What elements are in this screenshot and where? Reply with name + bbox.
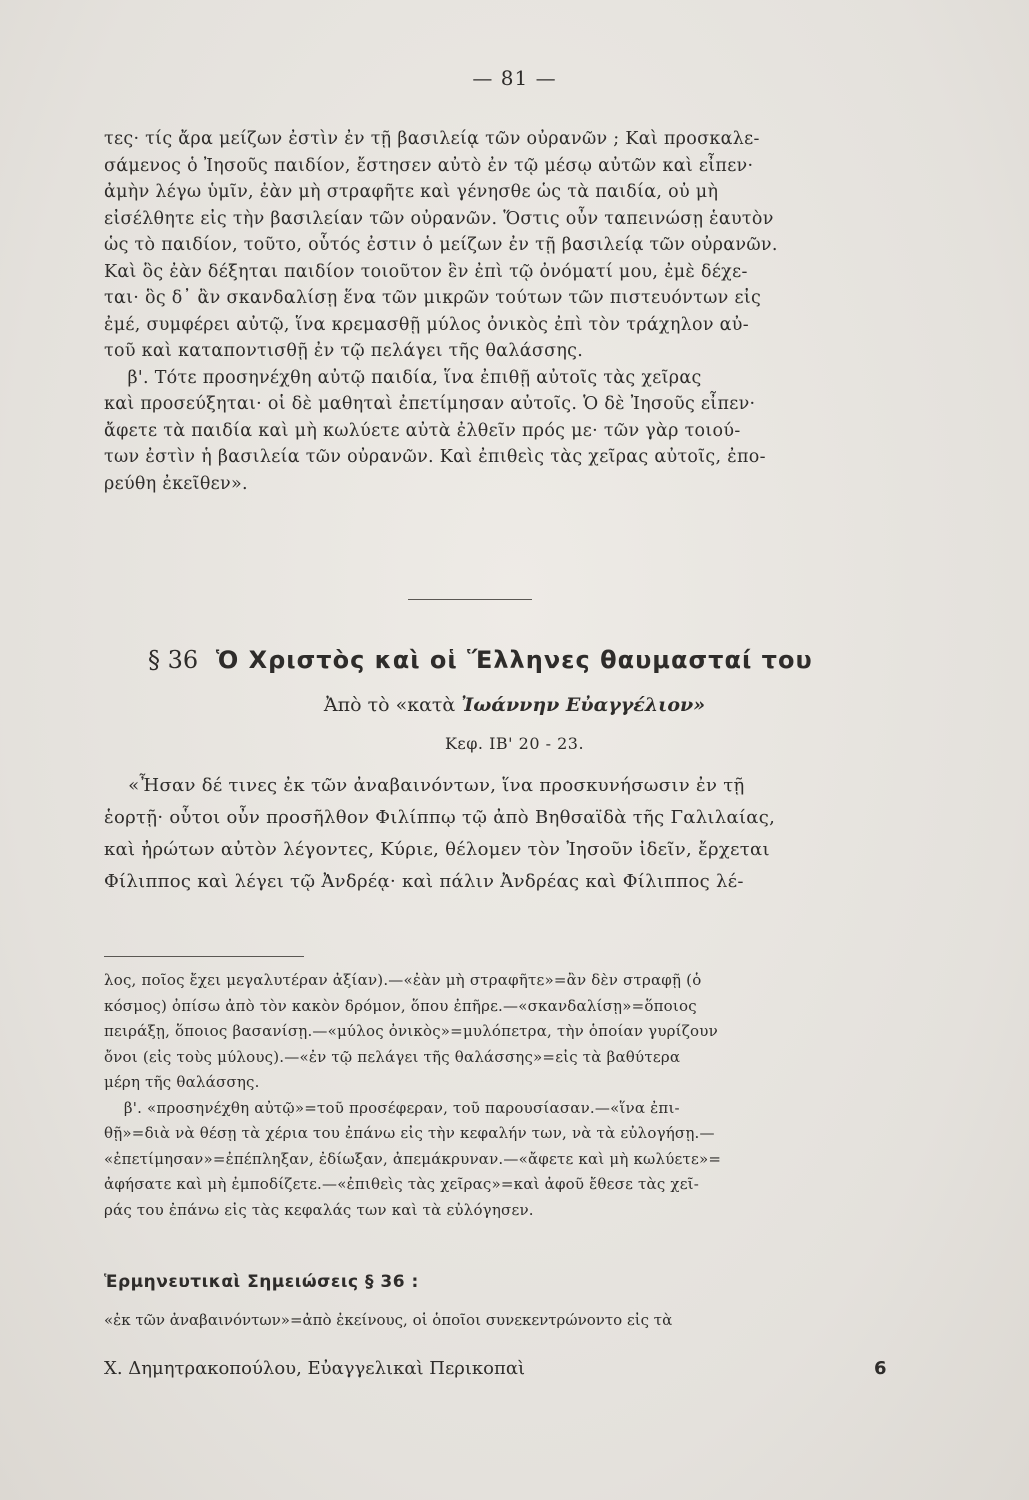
footnote-line: θῇ»=διὰ νὰ θέσῃ τὰ χέρια του ἐπάνω εἰς τὴν κεφαλήν των, νὰ τὰ εὐλογήσῃ.— [104,1124,715,1142]
page-number: — 81 — [472,66,557,90]
text-line: ἄφετε τὰ παιδία καὶ μὴ κωλύετε αὐτὰ ἐλθεῖν πρός με· τῶν γὰρ τοιού- [104,420,741,441]
text-line: ρεύθη ἐκεῖθεν». [104,473,248,494]
notes-first-line: «ἐκ τῶν ἀναβαινόντων»=ἀπὸ ἐκείνους, οἱ ὁποῖοι συνεκεντρώνοντο εἰς τὰ [104,1311,673,1329]
footnotes [104,968,894,1223]
text-line: καὶ προσεύξηται· οἱ δὲ μαθηταὶ ἐπετίμησαν αὐτοῖς. Ὁ δὲ Ἰησοῦς εἶπεν· [104,394,756,414]
footnote-line: «ἐπετίμησαν»=ἐπέπληξαν, ἐδίωξαν, ἀπεμάκρυναν.—«ἄφετε καὶ μὴ κωλύετε»= [104,1149,722,1168]
footnote-line: κόσμος) ὀπίσω ἀπὸ τὸν κακὸν δρόμον, ὅπου ἐπῆρε.—«σκανδαλίσῃ»=ὅποιος [104,996,697,1015]
text-line: Φίλιππος καὶ λέγει τῷ Ἀνδρέᾳ· καὶ πάλιν Ἀνδρέας καὶ Φίλιππος λέ- [104,871,744,892]
text-line: σάμενος ὁ Ἰησοῦς παιδίον, ἔστησεν αὐτὸ ἐν τῷ μέσῳ αὐτῶν καὶ εἶπεν· [104,155,754,176]
section-symbol: § 36 [148,646,199,674]
footnote-line: β'. «προσηνέχθη αὐτῷ»=τοῦ προσέφεραν, τοῦ παρουσίασαν.—«ἵνα ἐπι- [104,1098,680,1117]
text-line: «Ἦσαν δέ τινες ἐκ τῶν ἀναβαινόντων, ἵνα προσκυνήσωσιν ἐν τῇ [104,775,745,796]
text-line: ἑορτῇ· οὗτοι οὖν προσῆλθον Φιλίππῳ τῷ ἀπὸ Βηθσαϊδὰ τῆς Γαλιλαίας, [104,807,776,828]
text-line: ἐμέ, συμφέρει αὐτῷ, ἵνα κρεμασθῇ μύλος ὀνικὸς ἐπὶ τὸν τράχηλον αὐ- [104,314,749,335]
text-line: Καὶ ὃς ἐὰν δέξηται παιδίον τοιοῦτον ἓν ἐπὶ τῷ ὀνόματί μου, ἐμὲ δέχε- [104,261,748,282]
footnote-line: ράς του ἐπάνω εἰς τὰς κεφαλάς των καὶ τὰ εὐλόγησεν. [104,1200,534,1219]
page-footer [104,1358,887,1379]
chapter-reference: Κεφ. ΙΒ' 20 - 23. [444,734,585,753]
footnote-line: ἀφήσατε καὶ μὴ ἐμποδίζετε.—«ἐπιθεὶς τὰς χεῖρας»=καὶ ἀφοῦ ἔθεσε τὰς χεῖ- [104,1175,700,1193]
footnote-line: πειράξῃ, ὅποιος βασανίσῃ.—«μύλος ὀνικὸς»=μυλόπετρα, τὴν ὁποίαν γυρίζουν [104,1022,718,1040]
section-source [0,694,1029,716]
text-line: ται· ὃς δ᾽ ἂν σκανδαλίσῃ ἕνα τῶν μικρῶν τούτων τῶν πιστευόντων εἰς [104,288,762,308]
footer-signature: 6 [874,1358,887,1379]
section-separator [408,599,532,600]
footnote-rule [104,956,304,957]
section-heading [148,646,908,674]
notes-heading: Ἑρμηνευτικαὶ Σημειώσεις § 36 : [104,1272,419,1292]
main-text-part-2 [104,770,884,898]
footnote-line: μέρη τῆς θαλάσσης. [104,1073,260,1091]
section-title: Ὁ Χριστὸς καὶ οἱ Ἕλληνες θαυμασταί του [215,646,813,674]
text-line: τοῦ καὶ καταποντισθῇ ἐν τῷ πελάγει τῆς θαλάσσης. [104,341,584,361]
main-text-part-1 [104,126,884,497]
source-gospel: Ἰωάννην Εὐαγγέλιον» [461,694,706,716]
text-line: καὶ ἠρώτων αὐτὸν λέγοντες, Κύριε, θέλομεν τὸν Ἰησοῦν ἰδεῖν, ἔρχεται [104,839,770,860]
text-line: εἰσέλθητε εἰς τὴν βασιλείαν τῶν οὐρανῶν. Ὅστις οὖν ταπεινώσῃ ἑαυτὸν [104,208,774,229]
source-prefix: Ἀπὸ τὸ «κατὰ [323,694,456,716]
footnote-line: ὄνοι (εἰς τοὺς μύλους).—«ἐν τῷ πελάγει τῆς θαλάσσης»=εἰς τὰ βαθύτερα [104,1047,681,1066]
text-line: β'. Τότε προσηνέχθη αὐτῷ παιδία, ἵνα ἐπιθῇ αὐτοῖς τὰς χεῖρας [104,367,702,388]
text-line: ὡς τὸ παιδίον, τοῦτο, οὗτός ἐστιν ὁ μείζων ἐν τῇ βασιλείᾳ τῶν οὐρανῶν. [104,235,778,255]
footer-author-title: Χ. Δημητρακοπούλου, Εὐαγγελικαὶ Περικοπαὶ [104,1358,526,1379]
text-line: των ἐστὶν ἡ βασιλεία τῶν οὐρανῶν. Καὶ ἐπιθεὶς τὰς χεῖρας αὐτοῖς, ἐπο- [104,447,766,467]
footnote-line: λος, ποῖος ἔχει μεγαλυτέραν ἀξίαν).—«ἐὰν μὴ στραφῆτε»=ἂν δὲν στραφῇ (ὁ [104,971,702,989]
text-line: ἀμὴν λέγω ὑμῖν, ἐὰν μὴ στραφῆτε καὶ γένησθε ὡς τὰ παιδία, οὐ μὴ [104,182,719,202]
text-line: τες· τίς ἄρα μείζων ἐστὶν ἐν τῇ βασιλείᾳ τῶν οὐρανῶν ; Καὶ προσκαλε- [104,129,760,149]
